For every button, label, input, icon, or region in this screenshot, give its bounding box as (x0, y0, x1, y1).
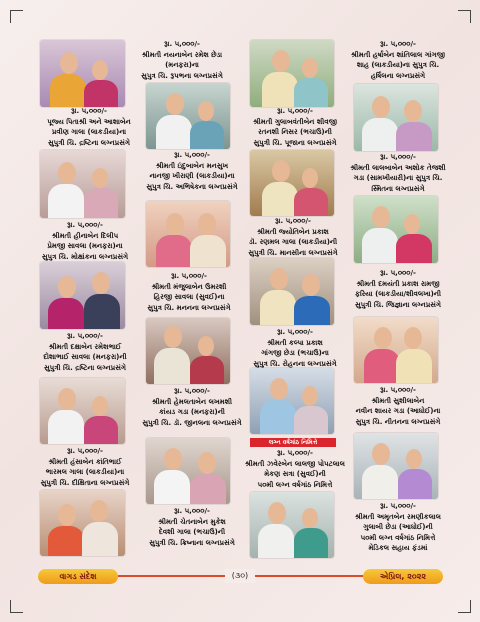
couple-photo (146, 438, 230, 504)
amount: રૂા. ૫,૦૦૦/- (174, 151, 210, 159)
amount: રૂા. ૫,૦૦૦/- (380, 40, 416, 48)
caption-line: ગડા (સામખીયારી)ના સુપુત્ર ચિ. (353, 174, 443, 182)
magazine-name: વાગડ સંદેશ (38, 569, 118, 584)
caption-line: કાંયડ ગડા (મનફરા)ની (159, 408, 225, 416)
donation-caption (30, 331, 140, 373)
amount: રૂા. ૫,૦૦૦/- (67, 221, 103, 229)
caption-line: શ્રીમતી કલ્પા પ્રકાશ (267, 338, 323, 347)
caption-line: ગુલાબી છેડા (આધોઈ)ની (363, 523, 433, 531)
donation-caption (232, 448, 358, 490)
donation-caption (134, 386, 250, 428)
couple-photo (250, 150, 334, 216)
donation-caption (134, 150, 250, 192)
caption-line: શ્રીમતી હર્ષાબેન શાંતિલાલ ગાંગજી (351, 50, 445, 59)
caption-line: શ્રીમતી ગુલાબવંતીબેન શીવજી (253, 117, 337, 126)
caption-line: સુપુત્ર ચિ. રૂપભના લગ્નપ્રસંગે (141, 71, 223, 80)
couple-photo (40, 490, 125, 556)
couple-photo (354, 196, 438, 263)
caption-line: સુપુત્ર ચિ. અભિષેકના લગ્નપ્રસંગે (146, 182, 238, 191)
amount: રૂા. ૫,૦૦૦/- (277, 328, 313, 336)
caption-line: ૫૦મી લગ્ન વર્ષગાંઠ નિમિત્તે (360, 533, 436, 542)
donation-caption (127, 39, 237, 81)
couple-photo (354, 433, 438, 499)
caption-line: શાહ (લાકડીયા)ના સુપુત્ર ચિ. (356, 61, 440, 69)
caption-line: શ્રીમતી મંજુલાબેન ઉમરશી (151, 282, 227, 291)
caption-line: સુપુત્રી ચિ. દ્રષ્ટિના લગ્નપ્રસંગે (44, 363, 126, 372)
caption-line: દોશાભાઈ સાવલા (મનફરા)ની (43, 353, 127, 361)
amount: રૂા. ૫,૦૦૦/- (67, 447, 103, 455)
caption-line: સુપુત્ર ચિ. નીતનના લગ્નપ્રસંગે (355, 417, 441, 426)
caption-line: દેવશી ગાલા (ભચાઉ)ની (158, 528, 226, 536)
donation-caption (240, 106, 350, 148)
caption-line: નાનજી ખીરાણી (લાકડીયા)ના (149, 172, 235, 180)
amount: રૂા. ૫,૦૦૦/- (277, 449, 313, 457)
caption-line: શ્રીમતી લાલબાબેન અશોક તેજશી (350, 163, 446, 172)
crop-mark-bottom-left (10, 600, 23, 613)
donation-caption (238, 216, 348, 258)
amount: રૂા. ૫,૦૦૦/- (277, 107, 313, 115)
couple-photo (250, 40, 334, 107)
amount: રૂા. ૫,૦૦૦/- (174, 507, 210, 515)
caption-line: શ્રીમતી નયનાબેન રમેશ છેડા (141, 50, 223, 59)
amount: રૂા. ૫,૦૦૦/- (171, 272, 207, 280)
caption-line: શ્રીમતી હીનાબેન દિલીપ (51, 231, 119, 240)
caption-line: શ્રીમતી અમૃતબેન રમણીકલાલ (355, 512, 441, 521)
couple-photo (146, 83, 230, 149)
caption-line: નવીન શાયર ગડા (આધોઈ)ના (355, 407, 441, 415)
caption-line: સુપુત્ર ચિ. મોક્ષાંકના લગ્નપ્રસંગે (41, 252, 129, 261)
couple-photo (40, 150, 125, 218)
caption-line: ફરિયા (લાકડીયા/શીવલખા)ની (354, 290, 442, 298)
caption-line: ગાંગજી છેડા (ભચાઉ)ના (261, 349, 329, 357)
couple-photo (354, 317, 438, 383)
amount: રૂા. ૫,૦૦૦/- (380, 502, 416, 510)
amount: રૂા. ૫,૦૦૦/- (164, 40, 200, 48)
caption-line: સુપુત્રી ચિ. માનસીના લગ્નપ્રસંગે (248, 248, 338, 257)
caption-line: ૫૦મી લગ્ન વર્ષગાંઠ નિમિત્તે (257, 480, 333, 489)
donation-caption (338, 39, 458, 81)
caption-line: સુપુત્રી ચિ. ડૉ. જીનલના લગ્નપ્રસંગે (142, 418, 242, 427)
donation-caption (338, 501, 458, 554)
caption-line: રતનશી નિસર (ભચાઉ)ની (258, 128, 332, 136)
caption-line: પૂજ્ય પિતાશ્રી અને આશાબેન (47, 117, 131, 126)
donation-caption (134, 506, 250, 548)
couple-photo (40, 40, 125, 107)
caption-line: સ્મિતના લગ્નપ્રસંગે (371, 184, 425, 193)
caption-line: મેડિકલ સહાય ફંડમાં (368, 544, 428, 552)
caption-line: શ્રીમતી ઝવેરબેન લાલજી પોપટલાલ (245, 459, 345, 468)
donation-caption (34, 106, 144, 148)
couple-photo (250, 492, 334, 558)
couple-photo (250, 368, 334, 434)
caption-line: (મનફરા)ના (165, 61, 199, 69)
amount: રૂા. ૫,૦૦૦/- (275, 217, 311, 225)
donation-caption (338, 385, 458, 427)
caption-line: હિરજી સાવલા (સુવઈ)ના (153, 293, 225, 301)
couple-photo (40, 378, 125, 444)
caption-line: ડૉ. રણમલ ગાલા (લાકડીયા)ની (248, 238, 338, 246)
caption-line: મેકણ સત્રા (સુવઈ)ની (264, 470, 326, 478)
caption-line: શ્રીમતી દક્ષાબેન રમેશભાઈ (48, 342, 122, 351)
caption-line: શ્રીમતી ચેતનાબેન મુકેશ (158, 517, 226, 526)
caption-line: સુપુત્રી ચિ. જિજ્ઞાના લગ્નપ્રસંગે (354, 300, 442, 309)
couple-photo (354, 84, 438, 151)
caption-line: શ્રીમતી ઇંદુબાબેન મનસુખ (155, 161, 229, 170)
caption-line: શ્રીમતી હેમલતાબેન લખમશી (152, 397, 232, 406)
amount: રૂા. ૫,૦૦૦/- (67, 332, 103, 340)
caption-line: શ્રીમતી જ્યોતિબેન પ્રકાશ (257, 227, 329, 236)
amount: રૂા. ૫,૦૦૦/- (71, 107, 107, 115)
crop-mark-top-right (458, 10, 471, 23)
page-number: (૩૦) (225, 569, 255, 583)
issue-date: એપ્રિલ, ૨૦૨૨ (363, 569, 443, 584)
couple-photo (146, 318, 230, 384)
donation-caption (338, 268, 458, 310)
crop-mark-bottom-right (458, 600, 471, 613)
caption-line: શ્રીમતી દમયંતી પ્રકાશ રામજી (356, 279, 440, 288)
crop-mark-top-left (10, 10, 23, 23)
couple-photo (40, 262, 125, 329)
caption-line: સુપુત્ર ચિ. મનનના લગ્નપ્રસંગે (147, 303, 231, 312)
donation-caption (30, 220, 140, 262)
donation-caption (240, 327, 350, 369)
caption-line: શ્રીમતી સુશીલાબેન (371, 396, 425, 405)
caption-line: ભારમલ ગાલા (લાકડીયા)ના (45, 468, 125, 476)
caption-line: સુપુત્રી ચિ. પૂજાના લગ્નપ્રસંગે (253, 138, 337, 147)
anniversary-tag: લગ્ન વર્ષગાંઠ નિમિત્તે (250, 438, 336, 447)
donation-caption (338, 152, 458, 194)
couple-photo (250, 258, 334, 325)
amount: રૂા. ૫,૦૦૦/- (380, 153, 416, 161)
caption-line: પ્રેમજી સાવલા (મનફરા)ના (47, 242, 123, 250)
donation-caption (134, 271, 244, 313)
couple-photo (146, 201, 230, 267)
amount: રૂા. ૫,૦૦૦/- (380, 386, 416, 394)
caption-line: સુપુત્રી ચિ. દીક્ષિતાના લગ્નપ્રસંગે (40, 478, 130, 487)
amount: રૂા. ૫,૦૦૦/- (174, 387, 210, 395)
amount: રૂા. ૫,૦૦૦/- (380, 269, 416, 277)
caption-line: સુપુત્ર ચિ. રોહનના લગ્નપ્રસંગે (253, 359, 337, 368)
caption-line: શ્રીમતી હંસાબેન કાંતિભાઈ (48, 457, 122, 466)
donation-caption (30, 446, 140, 488)
caption-line: પ્રવીણ ગાલા (લાકડીયા)ના (51, 128, 127, 136)
caption-line: સુપુત્રી ચિ. દ્રષ્ટિના લગ્નપ્રસંગે (48, 138, 130, 147)
caption-line: સુપુત્રી ચિ. ક્રિષ્નાના લગ્નપ્રસંગે (149, 538, 235, 547)
caption-line: હર્ષિલના લગ્નપ્રસંગે (370, 71, 426, 80)
